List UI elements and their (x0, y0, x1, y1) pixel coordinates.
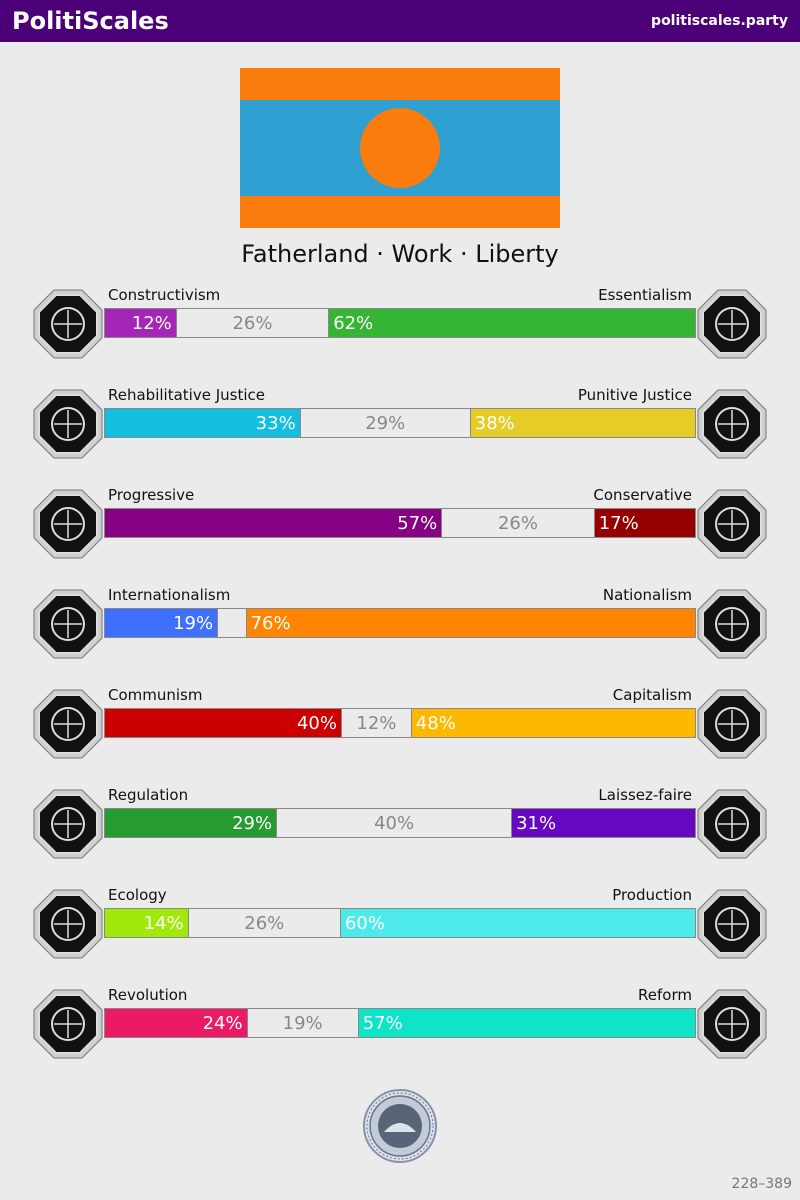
seal-icon (362, 1088, 438, 1164)
axis-row (0, 488, 800, 568)
butterfly-icon (696, 788, 768, 860)
axis-row (0, 388, 800, 468)
axis-mid-segment: 26% (176, 309, 329, 337)
axis-right-label: Conservative (593, 486, 692, 504)
axis-left-segment: 40% (105, 709, 341, 737)
axis-right-label: Reform (638, 986, 692, 1004)
axis-right-label: Laissez-faire (598, 786, 692, 804)
globe-laurel-icon (32, 588, 104, 660)
axis-mid-segment: 26% (188, 909, 341, 937)
axis-row (0, 988, 800, 1068)
axis-mid-segment: 12% (341, 709, 412, 737)
axis-row (0, 788, 800, 868)
flag-circle (360, 108, 440, 188)
gear-icon (696, 888, 768, 960)
handshake-icon (32, 388, 104, 460)
money-bag-icon (696, 688, 768, 760)
hammer-sickle-icon (32, 688, 104, 760)
axis-left-label: Regulation (108, 786, 189, 804)
axis-bar (104, 508, 696, 538)
axis-right-label: Nationalism (602, 586, 692, 604)
axis-right-segment: 38% (471, 409, 695, 437)
axis-left-segment: 24% (105, 1009, 247, 1037)
axis-right-label: Essentialism (598, 286, 692, 304)
axis-bar (104, 308, 696, 338)
axis-right-segment: 57% (359, 1009, 695, 1037)
axis-left-label: Ecology (108, 886, 167, 904)
flag-icon (696, 588, 768, 660)
axis-left-label: Progressive (108, 486, 195, 504)
axis-left-segment: 57% (105, 509, 441, 537)
rocket-icon (32, 488, 104, 560)
brand-title[interactable]: PolitiScales (12, 7, 169, 35)
prison-bars-icon (696, 388, 768, 460)
flower-icon (696, 288, 768, 360)
axis-bar (104, 408, 696, 438)
axis-right-segment: 31% (512, 809, 695, 837)
flag-top-band (240, 68, 560, 100)
axis-left-segment: 19% (105, 609, 217, 637)
flag-bottom-band (240, 196, 560, 228)
axis-left-segment: 33% (105, 409, 300, 437)
axis-right-segment: 17% (595, 509, 695, 537)
axis-right-segment: 62% (329, 309, 695, 337)
axis-mid-segment: 29% (300, 409, 471, 437)
axis-row (0, 888, 800, 968)
axis-left-segment: 12% (105, 309, 176, 337)
ballot-icon (696, 988, 768, 1060)
axis-left-label: Communism (108, 686, 203, 704)
axis-right-label: Production (612, 886, 692, 904)
axis-mid-segment: 26% (441, 509, 594, 537)
axis-left-segment: 14% (105, 909, 188, 937)
axis-left-label: Constructivism (108, 286, 221, 304)
result-code: 228–389 (731, 1176, 792, 1192)
axis-bar (104, 808, 696, 838)
axis-bar (104, 908, 696, 938)
axis-right-label: Capitalism (612, 686, 692, 704)
axis-bar (104, 608, 696, 638)
axis-right-segment: 76% (247, 609, 695, 637)
axis-left-label: Internationalism (108, 586, 231, 604)
axis-left-segment: 29% (105, 809, 276, 837)
axis-right-segment: 48% (412, 709, 695, 737)
axis-row (0, 588, 800, 668)
ruler-icon (32, 788, 104, 860)
web-eye-icon (32, 288, 104, 360)
axis-row (0, 288, 800, 368)
axis-left-label: Revolution (108, 986, 188, 1004)
axis-left-label: Rehabilitative Justice (108, 386, 265, 404)
quill-pen-icon (696, 488, 768, 560)
sprout-icon (32, 888, 104, 960)
axis-bar (104, 1008, 696, 1038)
fist-icon (32, 988, 104, 1060)
axis-mid-segment (217, 609, 247, 637)
axis-row (0, 688, 800, 768)
axis-right-segment: 60% (341, 909, 695, 937)
site-link[interactable]: politiscales.party (651, 13, 788, 29)
flag (240, 68, 560, 228)
axis-mid-segment: 19% (247, 1009, 359, 1037)
axis-right-label: Punitive Justice (577, 386, 692, 404)
slogan: Fatherland · Work · Liberty (241, 240, 559, 268)
header-bar (0, 0, 800, 42)
axis-mid-segment: 40% (276, 809, 512, 837)
axis-bar (104, 708, 696, 738)
